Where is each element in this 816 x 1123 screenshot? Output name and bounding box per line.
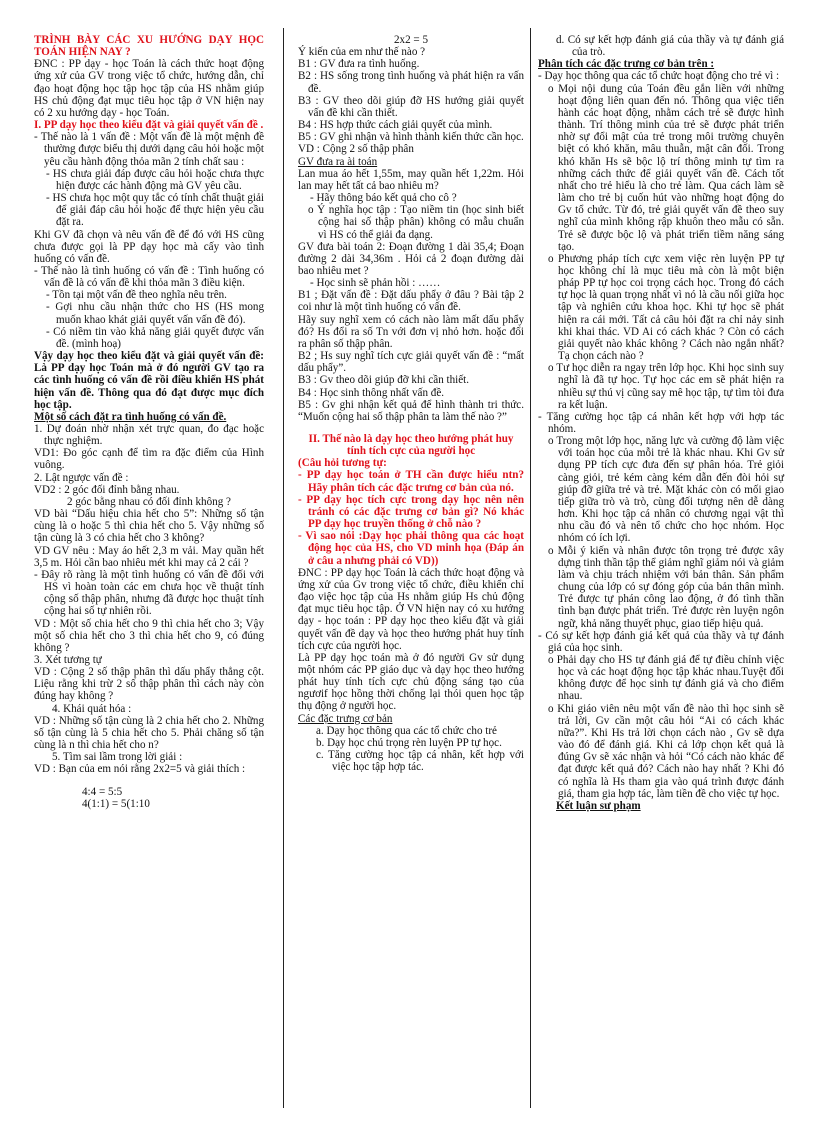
paragraph: o Khi giáo viên nêu một vấn đề nào thì học sinh sẽ trả lời, Gv cần một câu hỏi “Ai có cách khác nữa?”. Khi Hs trả lời chọn cách nào , Gv sẽ dựa vào đó để đánh giá. Khi cả lớp chọn kết quả là đúng Gv sẽ xác nhận và hỏi “Có cách nào khác để đạt được kết quả đó? Cách nào hay nhất ? Khi đó có nghĩa là Hs tham gia vào quá trình được đánh giá, tham gia hợp tác, làm tiền đề cho việc tự học. [548, 702, 784, 800]
paragraph: 2. Lật ngược vấn đề : [34, 471, 129, 484]
paragraph: TRÌNH BÀY CÁC XU HƯỚNG DẠY HỌC TOÁN HIỆN NAY ? [34, 34, 264, 59]
paragraph: - Vì sao nói :Dạy học phải thông qua các hoạt động học của HS, cho VD minh họa (Đáp án ở câu a nhưng phải có VD)) [298, 530, 524, 567]
paragraph: B1 ; Đặt vấn đề : Đặt dấu phẩy ở đâu ? Bài tập 2 coi như là một tình huống có vấn đề. [298, 289, 524, 314]
column-divider-2 [530, 28, 531, 1108]
paragraph: 4. Khái quát hóa : [52, 702, 132, 715]
paragraph: Là PP dạy học toán mà ở đó người Gv sử dụng một nhóm các PP giáo dục và dạy học theo hướng phát huy tính tích cực chủ động sáng tạo của ngươif học hồng thời chống lại thói quen học tập thụ động ở người học. [298, 651, 524, 713]
paragraph: Hãy suy nghĩ xem có cách nào làm mất dấu phẩy đó? Hs đổi ra số Tn với đơn vị nhỏ hơn. hoặc đổi ra phân số thập phân. [298, 313, 524, 350]
paragraph: - Tồn tại một vấn đề theo nghĩa nêu trên. [46, 289, 227, 302]
paragraph: - Đây rõ ràng là một tình huống có vấn đề đối với HS vì hoàn toàn các em chưa học về thuật tính cộng số thập phân, nhưng đã được học thuật tính cộng hai số tự nhiên rồi. [34, 568, 264, 618]
paragraph: 4:4 = 5:5 [82, 785, 123, 798]
paragraph: Ý kiến của em như thế nào ? [298, 46, 426, 59]
paragraph: GV đưa bài toán 2: Đoạn đường 1 dài 35,4; Đoạn đường 2 dài 34,36m . Hỏi cả 2 đoạn đường dài bao nhiêu met ? [298, 240, 524, 277]
paragraph: o Mỗi ý kiến và nhân được tôn trọng trẻ được xây dựng tinh thần tập thể giảm nghĩ giảm nói và giảm làm và chịu trách nhiệm với bản thân. Sản phẩm chung của lớp có sự đóng góp của bản thân mình. Trẻ được tự phán công lao động, ở đó tình thần tình bạn được phát triển. Trẻ được rèn luyện ngôn ngữ, khả năng thuyết phục, giao tiếp hiệu quả. [548, 544, 784, 630]
paragraph: GV đưa ra ài toán [298, 155, 378, 168]
paragraph: - Có sự kết hợp đánh giá kết quả của thầy và tự đánh giá của học sinh. [538, 629, 784, 654]
paragraph: B5 : Gv ghi nhận kết quả để hình thành tri thức. “Muốn cộng hai số thập phân ta làm thế nào ?” [298, 398, 524, 423]
paragraph: VD : Bạn của em nói rằng 2x2=5 và giải thích : [34, 763, 246, 776]
paragraph: o Trong một lớp học, năng lực và cường độ làm việc với toán học của mỗi trẻ là khác nhau. Khi Gv sử dụng PP tích cực đưa đến sự phân hóa. Trẻ giỏi càng giỏi, trẻ kém càng kém dẫn đến đòi hỏi sự giúp đỡ giữa trẻ và trẻ. Mặt khác còn có mối giao tiếp giữa trò và trò, cùng đối tượng nên dễ dàng hơn. Khi học tập cá nhân có chương ngại vật thì nhu cầu đó và nên tổ chức cho học nhóm. Học nhóm có ích lợi. [548, 435, 784, 545]
paragraph: II. Thế nào là dạy học theo hướng phát huy tính tích cực của người học [308, 433, 514, 458]
column-divider-1 [283, 28, 284, 1108]
paragraph: - PP dạy học toán ở TH cần được hiểu ntn? Hãy phân tích các đặc trưng cơ bản của nó. [298, 469, 524, 494]
paragraph: 2 góc bằng nhau có đối đỉnh không ? [67, 495, 231, 508]
paragraph: VD2 : 2 góc đối đỉnh bằng nhau. [34, 483, 180, 496]
paragraph: VD : Cộng 2 số thập phân [298, 143, 414, 156]
paragraph: VD GV nêu : May áo hết 2,3 m vải. May quần hết 3,5 m. Hỏi cần bao nhiêu mét khi may cả 2 cái ? [34, 544, 264, 569]
paragraph: B4 : HS hợp thức cách giải quyết của mình. [298, 119, 493, 132]
paragraph: - Thế nào là 1 vấn đề : Một vấn đề là một mệnh đề thường được biểu thị dưới dạng câu hỏi hoặc một yêu cầu hành động thỏa mãn 2 tính chất sau : [34, 131, 264, 168]
paragraph: - HS chưa giải đáp được câu hỏi hoặc chưa thực hiện được các hành động mà GV yêu cầu. [46, 167, 264, 192]
paragraph: B3 : GV theo dõi giúp đỡ HS hướng giải quyết vấn đề khi cần thiết. [298, 94, 524, 119]
paragraph: Vậy dạy học theo kiểu đặt và giải quyết vấn đề: Là PP dạy học Toán mà ở đó người GV tạo ra các tình huống có vấn đề rồi điều khiển HS phát hiện vấn đề. Thông qua đó đạt được mục đích học tập. [34, 350, 264, 411]
paragraph: B1 : GV đưa ra tình huống. [298, 58, 420, 71]
text-column-right [538, 34, 784, 812]
paragraph: - Có niềm tin vào khả năng giải quyết được vấn đề. (mình hoạ) [46, 325, 264, 350]
paragraph: VD bài “Dấu hiệu chia hết cho 5”: Những số tận cùng là o hoặc 5 thì chia hết cho 5. Vậy những số tận cùng là 3 có chia hết cho 3 không? [34, 508, 264, 545]
text-column-middle [298, 34, 524, 773]
paragraph: VD : Một số chia hết cho 9 thì chia hết cho 3; Vậy một số chia hết cho 3 thì chia hết cho 9, có đúng không ? [34, 617, 264, 654]
paragraph: Lan mua áo hết 1,55m, may quần hết 1,22m. Hỏi lan may hết tất cả bao nhiêu m? [298, 167, 524, 192]
paragraph: o Tư học diễn ra ngay trên lớp học. Khi học sinh suy nghĩ là đã tự học. Tự học các em sẽ phát hiện ra nhiều sự thú vị cũng say mê học tập, tự tìm tòi đưa ra kết luận. [548, 362, 784, 411]
paragraph: 5. Tìm sai lầm trong lời giải : [52, 751, 183, 764]
paragraph: B5 : GV ghi nhận và hình thành kiến thức cần học. [298, 131, 524, 144]
paragraph: 3. Xét tương tự [34, 653, 102, 666]
paragraph: 1. Dự đoán nhờ nhận xét trực quan, đo đạc hoặc thực nghiệm. [34, 423, 264, 448]
paragraph: Các đặc trưng cơ bản [298, 712, 393, 725]
paragraph: o Mọi nội dung của Toán đều gắn liền với những hoạt động liên quan đến nó. Thông qua việc tiến hành các hoạt động, nhằm cách trẻ sẽ được hình thành. Trí thông minh của trẻ sẽ được phát triển nhờ sự đổi mật của trẻ trong môi trường chuyên biệt có khó khăn, mâu thuẫn, mật cân đối. Trong khó khăn Hs sẽ bộc lộ trí thông minh tự tìm ra những cách thức để giải quyết vấn đề. Cách tốt nhất cho trẻ hiểu là cho trẻ làm. Qua cách làm sẽ làm cho trẻ bị cuốn hút vào những hoạt động do Gv tổ chức. Từ đó, trẻ giải quyết vấn đề theo suy nghĩ của mình không rập khuôn theo mẫu có sẵn. Trẻ sẽ được bộc lộ và phát triển tiềm năng sáng tạo. [548, 82, 784, 253]
paragraph: I. PP dạy học theo kiểu đặt và giải quyết vấn đề . [34, 119, 264, 132]
text-column-left [34, 34, 264, 810]
paragraph: - Học sinh sẽ phản hồi : …… [310, 277, 441, 290]
paragraph: - HS chưa học một quy tắc có tính chất thuật giải để giải đáp câu hỏi hoặc để thực hiện yêu cầu đặt ra. [46, 192, 264, 229]
paragraph: 4(1:1) = 5(1:10 [82, 797, 150, 810]
paragraph: Khi GV đã chọn và nêu vấn đề để đó với HS cũng chưa được gọi là PP dạy học mà cấy vào tình huống có vấn đề. [34, 228, 264, 265]
paragraph: d. Có sự kết hợp đánh giá của thầy và tự đánh giá của trò. [556, 34, 784, 59]
paragraph: B4 : Học sinh thông nhất vấn đề. [298, 386, 445, 399]
paragraph: 2x2 = 5 [394, 34, 428, 46]
paragraph: VD : Cộng 2 số thập phân thì dấu phẩy thẳng cột. Liệu rằng khi trừ 2 số thập phân thì cách này còn đúng hay không ? [34, 666, 264, 703]
paragraph: ĐNC : PP dạy học Toán là cách thức hoạt động và ứng xử của Gv trong việc tổ chức, điều khiển chỉ đạo việc học tập của Hs nhằm giúp Hs chủ động đạt mục tiêu học tập. Ở VN hiện nay có xu hướng dạy - học toán : PP dạy học theo kiểu đặt và giải quyết vấn đề dạy và học theo hướng phát huy tính tích cực của người học. [298, 566, 524, 652]
paragraph: o Phương pháp tích cực xem việc rèn luyện PP tự học không chỉ là mục tiêu mà còn là một biện pháp PP tự học coi trọng cách học. Trong đó cách tự học là quan trọng nhất vì nó là cầu nối giữa học tập và nghiên cứu khoa học. Khi tự học sẽ phát hiện ra cái mới. Tất cả câu hỏi đặt ra chỉ nảy sinh khi khai thác. VD Ai có cách khác ? Còn có cách giải quyết nào khác không ? Cách nào ngắn nhất? Tạ chọn cách nào ? [548, 252, 784, 363]
paragraph: Phân tích các đặc trưng cơ bản trên : [538, 58, 715, 71]
paragraph: a. Dạy học thông qua các tổ chức cho trẻ [316, 724, 497, 737]
paragraph: - Hãy thông báo kết quả cho cô ? [310, 192, 457, 205]
paragraph: b. Dạy học chú trọng rèn luyện PP tự học. [316, 736, 502, 749]
paragraph: ĐNC : PP dạy - học Toán là cách thức hoạt động ứng xử của GV trong việc tổ chức, hướng dẫn, chỉ đạo hoạt động học tập học tập của HS nhằm giúp HS chủ động đạt mục tiêu học tập ở VN hiện nay có 2 xu hướng dạy - học Toán. [34, 58, 264, 119]
paragraph: (Câu hỏi tương tự: [298, 457, 387, 470]
paragraph: B2 : HS sống trong tình huống và phát hiện ra vấn đề. [298, 70, 524, 95]
paragraph: VD : Những số tận cùng là 2 chia hết cho 2. Những số tận cùng là 5 chia hết cho 5. Phải chăng số tận cùng là n thì chia hết cho n? [34, 714, 264, 752]
paragraph: - Dạy học thông qua các tổ chức hoạt động cho trẻ vì : [538, 70, 780, 83]
paragraph: c. Tăng cường học tập cá nhân, kết hợp với việc học tập hợp tác. [316, 749, 524, 774]
paragraph: B3 : Gv theo dõi giúp đỡ khi cần thiết. [298, 374, 470, 387]
paragraph: - PP dạy học tích cực trong dạy học nên nên tránh có các đặc trưng cơ bản gì? Nó khác PP dạy học truyền thống ở chỗ nào ? [298, 493, 524, 531]
paragraph: Kết luận sư phạm [556, 799, 641, 812]
paragraph: B2 ; Hs suy nghĩ tích cực giải quyết vấn đề : “mất dấu phẩy”. [298, 350, 524, 375]
paragraph: - Tăng cường học tập cá nhân kết hợp với hợp tác nhóm. [538, 410, 784, 435]
paragraph: - Gợi nhu cầu nhận thức cho HS (HS mong muốn khao khát giải quyết vấn vấn đề đó). [46, 301, 264, 326]
paragraph: - Thế nào là tình huống có vấn đề : Tình huống có vấn đề là có vấn đề khi thỏa mãn 3 điều kiện. [34, 264, 264, 290]
paragraph: o Ý nghĩa học tập : Tạo niềm tin (học sinh biết cộng hai số thập phân) không có mẫu chuẩn vì HS có thể giải đa dạng. [308, 204, 524, 241]
paragraph: Một số cách đặt ra tình huống có vấn đề. [34, 410, 227, 423]
paragraph: VD1: Đo góc cạnh để tìm ra đặc điểm của Hình vuông. [34, 447, 264, 472]
paragraph: o Phải dạy cho HS tự đánh giá để tự điều chỉnh việc học và các hoạt động học tập khác nhau.Tuyệt đối không được để học sinh tự đánh giá và cho điểm nhau. [548, 653, 784, 703]
